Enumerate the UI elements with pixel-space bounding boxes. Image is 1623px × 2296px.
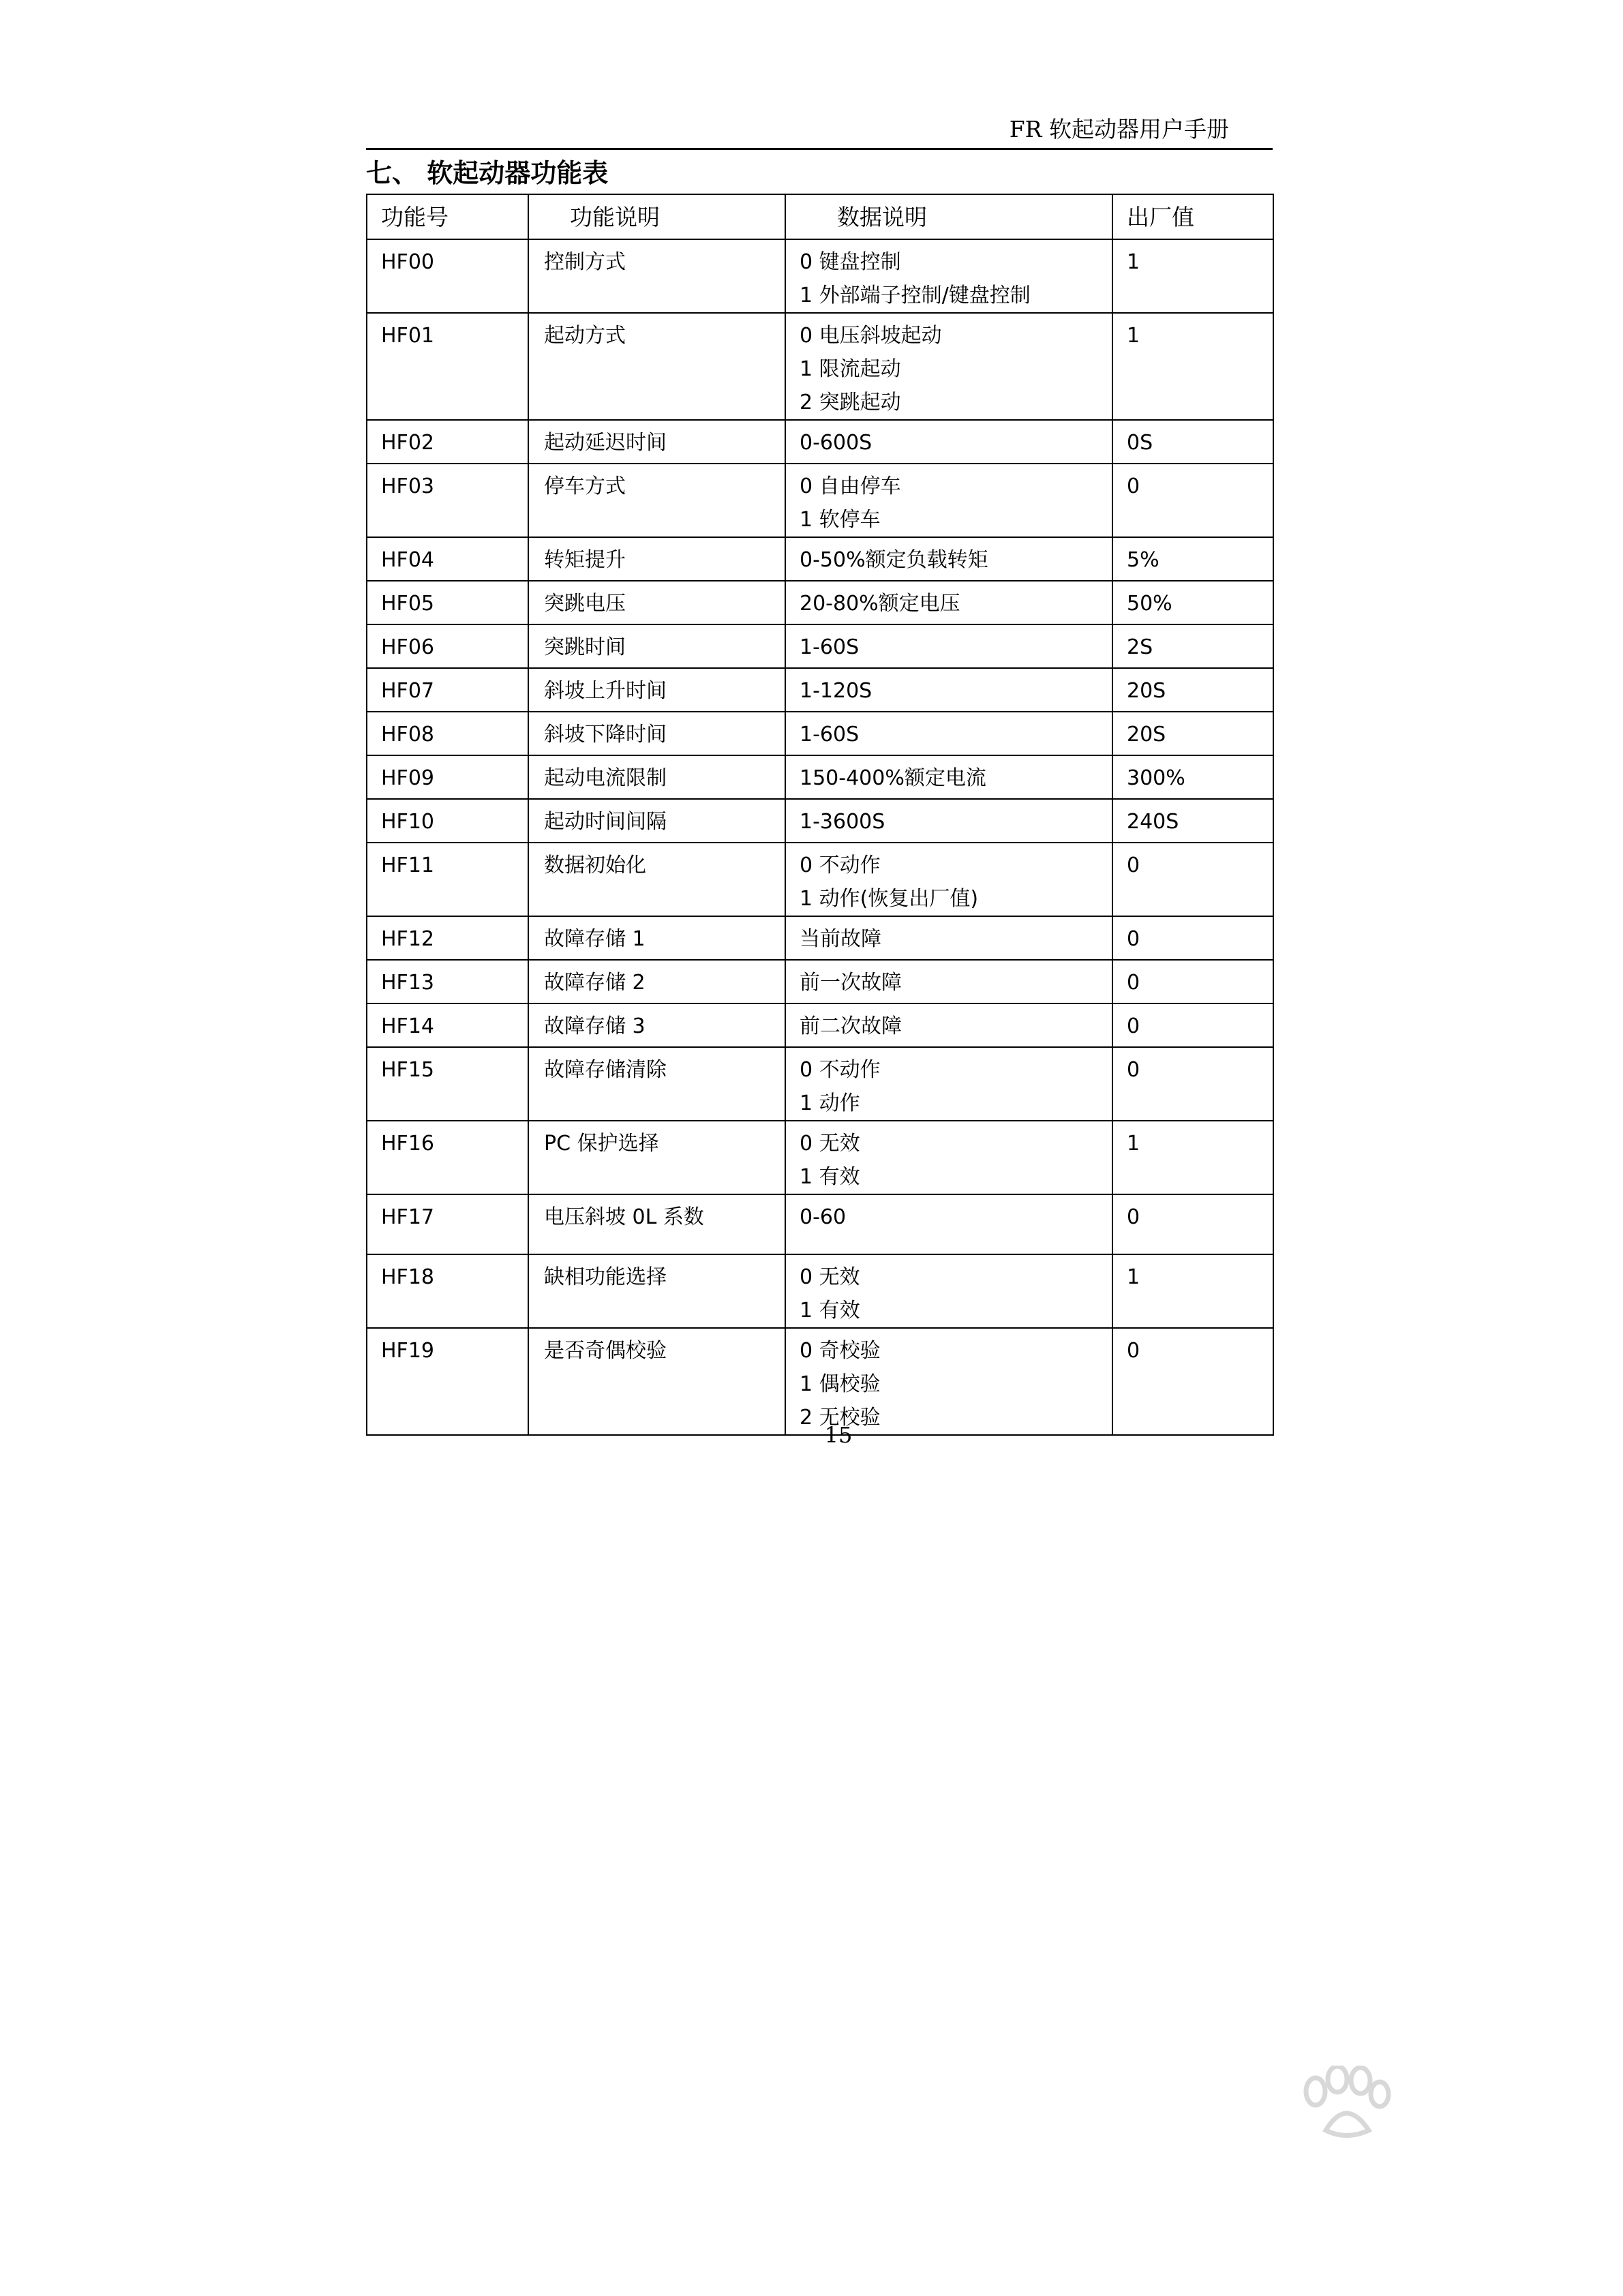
data-description-line: 0 键盘控制: [800, 250, 901, 274]
cell-default-value: 20S: [1112, 668, 1273, 712]
cell-default-value: 1: [1112, 313, 1273, 420]
cell-default-value: 0: [1112, 916, 1273, 960]
cell-data-description: [785, 239, 1112, 313]
data-description-line: 1-60S: [800, 723, 860, 746]
cell-default-value: 0: [1112, 464, 1273, 537]
table-row: [367, 1047, 1273, 1121]
cell-data-description: [785, 755, 1112, 799]
table-row: [367, 313, 1273, 420]
data-description-line: 前一次故障: [800, 971, 902, 995]
paw-print-icon: [1295, 2066, 1397, 2141]
cell-data-description: [785, 420, 1112, 464]
cell-data-description: [785, 916, 1112, 960]
data-description-line: 0 自由停车: [800, 474, 901, 498]
data-description-line: 0 无效: [800, 1265, 860, 1289]
cell-data-description: [785, 799, 1112, 843]
table-row: [367, 755, 1273, 799]
cell-default-value: 0: [1112, 1194, 1273, 1254]
data-description-line: 1 限流起动: [800, 357, 901, 381]
data-description-line: 当前故障: [800, 927, 881, 951]
cell-function-name: PC 保护选择: [528, 1121, 785, 1194]
cell-function-name: 起动时间间隔: [528, 799, 785, 843]
cell-function-name: 起动电流限制: [528, 755, 785, 799]
cell-data-description: [785, 1047, 1112, 1121]
data-description-line: 1 有效: [800, 1299, 860, 1323]
data-description-line: 1 外部端子控制/键盘控制: [800, 284, 1031, 307]
cell-function-code: HF19: [367, 1328, 528, 1435]
data-description-line: 1 动作: [800, 1091, 860, 1115]
cell-function-code: HF00: [367, 239, 528, 313]
cell-function-code: HF13: [367, 960, 528, 1003]
table-row: [367, 799, 1273, 843]
cell-data-description: [785, 581, 1112, 624]
data-description-line: 1 动作(恢复出厂值): [800, 887, 979, 911]
cell-function-name: 斜坡下降时间: [528, 712, 785, 755]
cell-default-value: 0: [1112, 1047, 1273, 1121]
cell-function-name: 转矩提升: [528, 537, 785, 581]
cell-function-code: HF12: [367, 916, 528, 960]
data-description-line: 1 偶校验: [800, 1372, 881, 1396]
cell-function-code: HF17: [367, 1194, 528, 1254]
cell-default-value: 1: [1112, 1254, 1273, 1328]
data-description-line: 0 电压斜坡起动: [800, 324, 942, 348]
cell-function-name: 缺相功能选择: [528, 1254, 785, 1328]
data-description-line: 0 奇校验: [800, 1339, 881, 1363]
section-heading: 七、 软起动器功能表: [366, 158, 609, 188]
cell-default-value: 240S: [1112, 799, 1273, 843]
table-row: [367, 843, 1273, 916]
data-description-line: 0-50%额定负载转矩: [800, 548, 988, 572]
cell-data-description: [785, 624, 1112, 668]
cell-default-value: 1: [1112, 1121, 1273, 1194]
cell-default-value: 0: [1112, 843, 1273, 916]
cell-default-value: 5%: [1112, 537, 1273, 581]
column-header-default: 出厂值: [1112, 194, 1273, 239]
running-header-title: FR 软起动器用户手册: [1009, 116, 1229, 142]
cell-data-description: [785, 843, 1112, 916]
cell-function-code: HF08: [367, 712, 528, 755]
table-row: [367, 239, 1273, 313]
table-row: [367, 624, 1273, 668]
cell-default-value: 0S: [1112, 420, 1273, 464]
cell-function-code: HF09: [367, 755, 528, 799]
header-divider: [366, 148, 1273, 150]
cell-function-name: 起动方式: [528, 313, 785, 420]
cell-function-code: HF18: [367, 1254, 528, 1328]
column-header-name: 功能说明: [528, 194, 785, 239]
cell-function-code: HF10: [367, 799, 528, 843]
cell-data-description: [785, 1328, 1112, 1435]
table-header-row: [367, 194, 1273, 239]
page-number: 15: [824, 1422, 853, 1448]
cell-data-description: [785, 537, 1112, 581]
cell-data-description: [785, 1121, 1112, 1194]
column-header-data: 数据说明: [785, 194, 1112, 239]
cell-default-value: 0: [1112, 1003, 1273, 1047]
table-row: [367, 1003, 1273, 1047]
cell-default-value: 0: [1112, 1328, 1273, 1435]
cell-function-code: HF16: [367, 1121, 528, 1194]
cell-data-description: [785, 464, 1112, 537]
cell-function-code: HF06: [367, 624, 528, 668]
cell-function-name: 电压斜坡 0L 系数: [528, 1194, 785, 1254]
cell-function-name: 停车方式: [528, 464, 785, 537]
table-row: [367, 1121, 1273, 1194]
table-row: [367, 668, 1273, 712]
data-description-line: 0 无效: [800, 1132, 860, 1155]
data-description-line: 1-120S: [800, 679, 873, 703]
cell-data-description: [785, 1254, 1112, 1328]
data-description-line: 0 不动作: [800, 854, 881, 877]
cell-default-value: 50%: [1112, 581, 1273, 624]
column-header-code: 功能号: [367, 194, 528, 239]
cell-function-code: HF11: [367, 843, 528, 916]
table-row: [367, 1254, 1273, 1328]
cell-function-name: 故障存储 2: [528, 960, 785, 1003]
baidu-jingyan-watermark: [1159, 2066, 1541, 2270]
data-description-line: 前二次故障: [800, 1014, 902, 1038]
table-row: [367, 916, 1273, 960]
data-description-line: 0-600S: [800, 431, 873, 455]
data-description-line: 0 不动作: [800, 1058, 881, 1082]
cell-data-description: [785, 712, 1112, 755]
cell-function-name: 故障存储 3: [528, 1003, 785, 1047]
cell-function-code: HF03: [367, 464, 528, 537]
table-row: [367, 1194, 1273, 1254]
cell-function-code: HF05: [367, 581, 528, 624]
function-table: [366, 194, 1274, 1436]
cell-data-description: [785, 1003, 1112, 1047]
cell-default-value: 0: [1112, 960, 1273, 1003]
data-description-line: 1 有效: [800, 1165, 860, 1189]
cell-function-name: 突跳电压: [528, 581, 785, 624]
table-row: [367, 960, 1273, 1003]
cell-default-value: 20S: [1112, 712, 1273, 755]
data-description-line: 0-60: [800, 1205, 847, 1229]
table-row: [367, 712, 1273, 755]
cell-function-code: HF04: [367, 537, 528, 581]
table-row: [367, 1328, 1273, 1435]
cell-data-description: [785, 960, 1112, 1003]
cell-function-code: HF15: [367, 1047, 528, 1121]
cell-default-value: 300%: [1112, 755, 1273, 799]
cell-function-code: HF01: [367, 313, 528, 420]
cell-function-name: 斜坡上升时间: [528, 668, 785, 712]
cell-function-code: HF02: [367, 420, 528, 464]
table-row: [367, 581, 1273, 624]
cell-function-name: 是否奇偶校验: [528, 1328, 785, 1435]
cell-data-description: [785, 668, 1112, 712]
table-row: [367, 464, 1273, 537]
cell-function-name: 故障存储 1: [528, 916, 785, 960]
data-description-line: 150-400%额定电流: [800, 766, 986, 790]
cell-default-value: 2S: [1112, 624, 1273, 668]
cell-function-code: HF07: [367, 668, 528, 712]
data-description-line: 2 无校验: [800, 1406, 881, 1430]
cell-function-code: HF14: [367, 1003, 528, 1047]
table-body: [367, 239, 1273, 1435]
cell-function-name: 控制方式: [528, 239, 785, 313]
cell-function-name: 数据初始化: [528, 843, 785, 916]
cell-function-name: 起动延迟时间: [528, 420, 785, 464]
data-description-line: 20-80%额定电压: [800, 592, 960, 616]
data-description-line: 1-3600S: [800, 810, 885, 834]
table-row: [367, 537, 1273, 581]
cell-function-name: 故障存储清除: [528, 1047, 785, 1121]
data-description-line: 1 软停车: [800, 508, 881, 532]
cell-function-name: 突跳时间: [528, 624, 785, 668]
cell-data-description: [785, 1194, 1112, 1254]
cell-data-description: [785, 313, 1112, 420]
data-description-line: 2 突跳起动: [800, 391, 901, 414]
data-description-line: 1-60S: [800, 635, 860, 659]
table-row: [367, 420, 1273, 464]
cell-default-value: 1: [1112, 239, 1273, 313]
